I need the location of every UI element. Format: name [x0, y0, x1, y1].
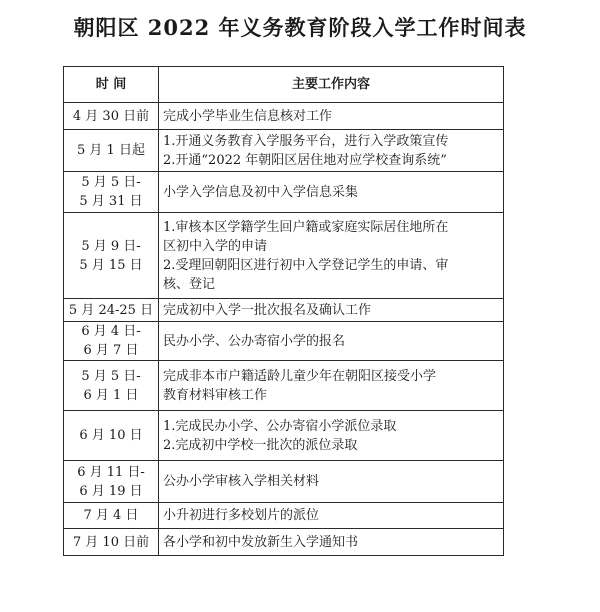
table-row	[64, 411, 504, 461]
row-content-line: 2.受理回朝阳区进行初中入学登记学生的申请、审	[163, 257, 449, 273]
row-time	[64, 529, 159, 556]
row-time-line: 6 月 19 日	[79, 483, 143, 499]
row-time-line: 6 月 1 日	[83, 387, 139, 403]
schedule-table	[63, 66, 504, 556]
row-time-line: 6 月 7 日	[83, 343, 139, 358]
row-time-line: 5 月 1 日起	[77, 143, 145, 158]
table-row	[64, 361, 504, 411]
table-row	[64, 103, 504, 130]
row-content-line: 完成初中入学一批次报名及确认工作	[163, 302, 372, 318]
row-time	[64, 213, 159, 299]
row-time	[64, 322, 159, 361]
row-content-line: 完成小学毕业生信息核对工作	[163, 108, 333, 124]
row-time-line: 5 月 9 日-	[81, 238, 141, 254]
table-row	[64, 503, 504, 529]
row-content-line: 2.完成初中学校一批次的派位录取	[163, 437, 358, 453]
row-content-line: 2.开通“2022 年朝阳区居住地对应学校查询系统”	[163, 152, 447, 168]
row-content-line: 1.开通义务教育入学服务平台，进行入学政策宣传	[163, 133, 449, 149]
table-header-row	[64, 67, 504, 103]
row-time-line: 5 月 15 日	[79, 257, 143, 273]
row-content	[159, 411, 504, 461]
row-content-line: 小学入学信息及初中入学信息采集	[163, 184, 359, 200]
table-row	[64, 322, 504, 361]
row-time-line: 7 月 4 日	[83, 508, 139, 523]
row-time	[64, 130, 159, 172]
row-content-line: 1.完成民办小学、公办寄宿小学派位录取	[163, 418, 397, 434]
row-content-line: 1.审核本区学籍学生回户籍或家庭实际居住地所在	[163, 219, 449, 235]
row-time-line: 7 月 10 日前	[72, 534, 150, 550]
header-time: 时 间	[64, 67, 159, 103]
row-content	[159, 103, 504, 130]
row-time	[64, 299, 159, 322]
table-row	[64, 529, 504, 556]
row-time-line: 6 月 11 日-	[77, 464, 145, 480]
page-title: 朝阳区 2022 年义务教育阶段入学工作时间表	[73, 15, 527, 40]
row-content	[159, 503, 504, 529]
row-time-line: 5 月 5 日-	[81, 175, 141, 190]
table-row	[64, 172, 504, 213]
row-content-line: 各小学和初中发放新生入学通知书	[163, 534, 359, 550]
row-time-line: 5 月 31 日	[79, 194, 143, 209]
row-content-line: 区初中入学的申请	[163, 238, 268, 254]
row-time	[64, 461, 159, 503]
row-time-line: 5 月 5 日-	[81, 368, 141, 384]
row-content-line: 教育材料审核工作	[163, 387, 268, 403]
table-row	[64, 461, 504, 503]
row-content	[159, 361, 504, 411]
table-row	[64, 299, 504, 322]
row-time-line: 6 月 10 日	[79, 428, 143, 443]
table-row	[64, 130, 504, 172]
row-content-line: 公办小学审核入学相关材料	[163, 474, 320, 489]
row-time-line: 6 月 4 日-	[81, 324, 141, 339]
row-time	[64, 361, 159, 411]
row-content	[159, 529, 504, 556]
row-time	[64, 411, 159, 461]
row-time	[64, 172, 159, 213]
row-time-line: 4 月 30 日前	[72, 108, 150, 124]
header-content: 主要工作内容	[159, 67, 504, 103]
row-content-line: 核、登记	[163, 276, 216, 292]
row-time-line: 5 月 24-25 日	[68, 302, 154, 318]
row-content	[159, 299, 504, 322]
row-content	[159, 322, 504, 361]
row-content	[159, 213, 504, 299]
row-time	[64, 503, 159, 529]
row-content-line: 小升初进行多校划片的派位	[163, 508, 320, 523]
row-content-line: 民办小学、公办寄宿小学的报名	[163, 333, 346, 349]
row-content	[159, 130, 504, 172]
row-content	[159, 172, 504, 213]
row-content	[159, 461, 504, 503]
row-time	[64, 103, 159, 130]
row-content-line: 完成非本市户籍适龄儿童少年在朝阳区接受小学	[163, 368, 437, 384]
table-row	[64, 213, 504, 299]
